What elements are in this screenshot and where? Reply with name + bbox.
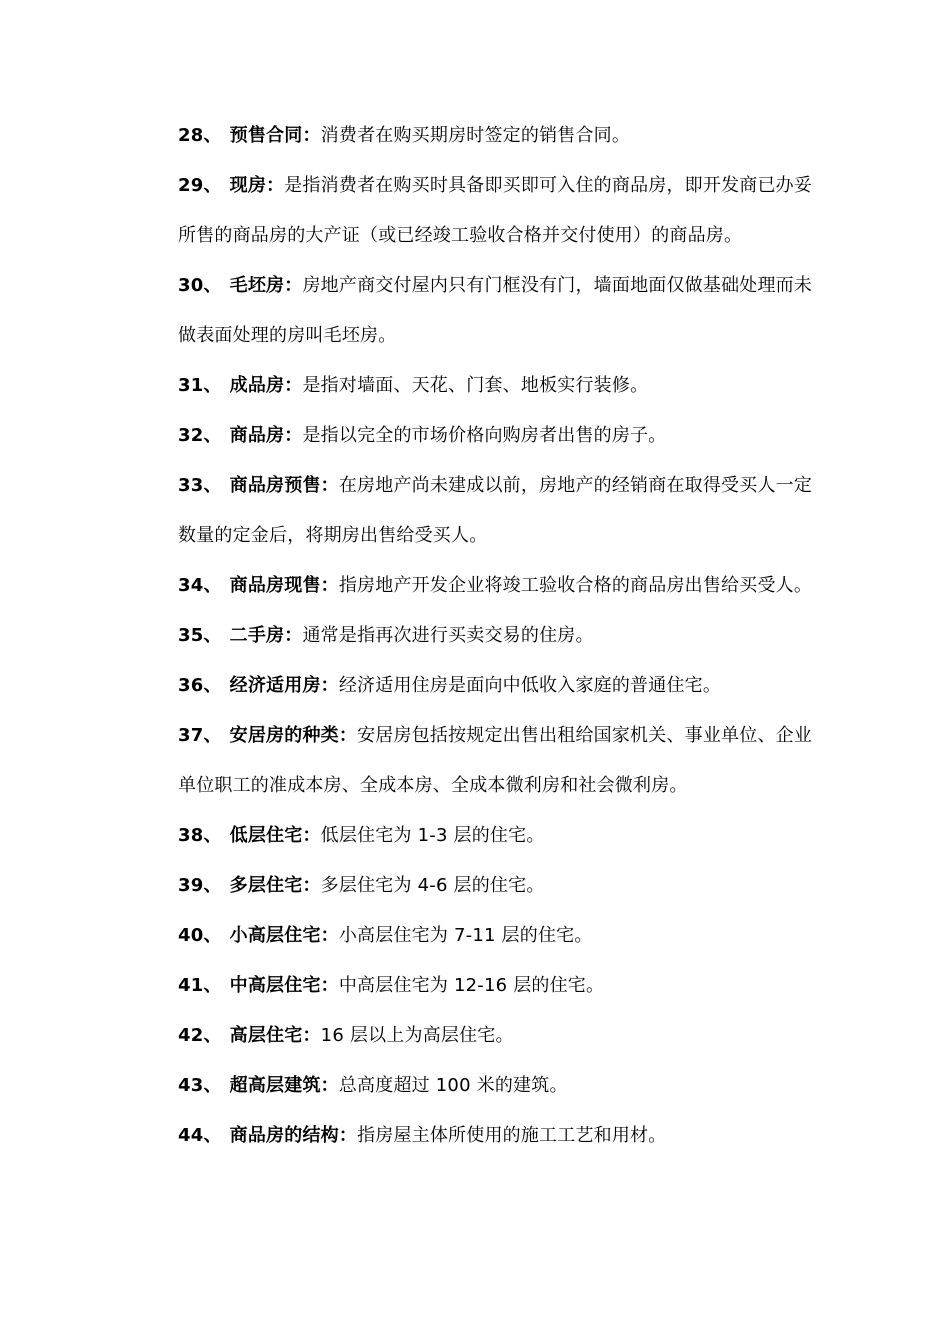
entry-definition: 小高层住宅为 7-11 层的住宅。 [338, 925, 593, 946]
glossary-entry [178, 961, 818, 1011]
glossary-entry [178, 361, 818, 411]
entry-term: 商品房预售 [229, 475, 321, 496]
entry-number: 36、 [178, 675, 222, 696]
entry-number: 41、 [178, 975, 222, 996]
entry-definition: 低层住宅为 1-3 层的住宅。 [320, 825, 545, 846]
entry-separator: ： [320, 925, 339, 946]
entry-definition: 通常是指再次进行买卖交易的住房。 [302, 625, 594, 646]
entry-number: 32、 [178, 425, 222, 446]
entry-number: 33、 [178, 475, 222, 496]
entry-term: 成品房 [229, 375, 285, 396]
entry-number: 42、 [178, 1025, 222, 1046]
entry-separator: ： [302, 125, 321, 146]
entry-separator: ： [320, 475, 339, 496]
entry-definition: 房地产商交付屋内只有门框没有门，墙面地面仅做基础处理而未做表面处理的房叫毛坯房。 [178, 275, 813, 346]
entry-term: 小高层住宅 [229, 925, 321, 946]
entry-term: 商品房 [229, 425, 285, 446]
entry-number: 43、 [178, 1075, 222, 1096]
entry-definition: 指房地产开发企业将竣工验收合格的商品房出售给买受人。 [338, 575, 813, 596]
glossary-entry [178, 711, 818, 811]
entry-number: 37、 [178, 725, 222, 746]
glossary-entry [178, 1011, 818, 1061]
entry-separator: ： [284, 275, 303, 296]
entry-number: 35、 [178, 625, 222, 646]
entry-term: 商品房的结构 [229, 1125, 339, 1146]
entry-separator: ： [284, 625, 303, 646]
entry-term: 超高层建筑 [229, 1075, 321, 1096]
glossary-entry [178, 461, 818, 561]
entry-term: 预售合同 [229, 125, 303, 146]
entry-number: 34、 [178, 575, 222, 596]
glossary-entry [178, 661, 818, 711]
entry-separator: ： [338, 725, 358, 746]
entry-number: 44、 [178, 1125, 222, 1146]
entry-term: 低层住宅 [229, 825, 303, 846]
glossary-entry [178, 561, 818, 611]
glossary-entry [178, 1061, 818, 1111]
glossary-entry [178, 611, 818, 661]
entry-number: 30、 [178, 275, 222, 296]
entry-number: 28、 [178, 125, 222, 146]
entry-term: 中高层住宅 [229, 975, 321, 996]
glossary-list [178, 111, 818, 1161]
entry-term: 毛坯房 [229, 275, 285, 296]
entry-term: 现房 [229, 175, 267, 196]
entry-definition: 是指对墙面、天花、门套、地板实行装修。 [302, 375, 649, 396]
entry-separator: ： [320, 975, 339, 996]
glossary-entry [178, 411, 818, 461]
entry-separator: ： [338, 1125, 358, 1146]
glossary-entry [178, 111, 818, 161]
entry-definition: 经济适用住房是面向中低收入家庭的普通住宅。 [338, 675, 722, 696]
entry-number: 29、 [178, 175, 222, 196]
glossary-entry [178, 261, 818, 361]
entry-term: 高层住宅 [229, 1025, 303, 1046]
entry-definition: 是指消费者在购买时具备即买即可入住的商品房，即开发商已办妥所售的商品房的大产证（或已经竣工验收合格并交付使用）的商品房。 [178, 175, 813, 246]
entry-separator: ： [266, 175, 285, 196]
entry-term: 安居房的种类 [229, 725, 339, 746]
glossary-entry [178, 811, 818, 861]
entry-number: 38、 [178, 825, 222, 846]
entry-definition: 在房地产尚未建成以前，房地产的经销商在取得受买人一定数量的定金后，将期房出售给受买人。 [178, 475, 813, 546]
entry-number: 31、 [178, 375, 222, 396]
entry-definition: 安居房包括按规定出售出租给国家机关、事业单位、企业单位职工的准成本房、全成本房、全成本微利房和社会微利房。 [178, 725, 813, 796]
entry-separator: ： [320, 575, 339, 596]
glossary-entry [178, 861, 818, 911]
glossary-entry [178, 161, 818, 261]
entry-term: 多层住宅 [229, 875, 303, 896]
entry-term: 二手房 [229, 625, 285, 646]
entry-separator: ： [302, 875, 321, 896]
entry-number: 39、 [178, 875, 222, 896]
entry-definition: 指房屋主体所使用的施工工艺和用材。 [357, 1125, 667, 1146]
entry-definition: 中高层住宅为 12-16 层的住宅。 [338, 975, 605, 996]
entry-definition: 是指以完全的市场价格向购房者出售的房子。 [302, 425, 667, 446]
entry-term: 商品房现售 [229, 575, 321, 596]
entry-term: 经济适用房 [229, 675, 321, 696]
glossary-entry [178, 911, 818, 961]
entry-separator: ： [284, 375, 303, 396]
entry-definition: 总高度超过 100 米的建筑。 [338, 1075, 568, 1096]
entry-separator: ： [302, 1025, 321, 1046]
entry-separator: ： [284, 425, 303, 446]
entry-separator: ： [320, 1075, 339, 1096]
entry-number: 40、 [178, 925, 222, 946]
entry-definition: 16 层以上为高层住宅。 [320, 1025, 514, 1046]
entry-separator: ： [302, 825, 321, 846]
entry-definition: 消费者在购买期房时签定的销售合同。 [320, 125, 631, 146]
glossary-entry [178, 1111, 818, 1161]
entry-separator: ： [320, 675, 339, 696]
entry-definition: 多层住宅为 4-6 层的住宅。 [320, 875, 545, 896]
